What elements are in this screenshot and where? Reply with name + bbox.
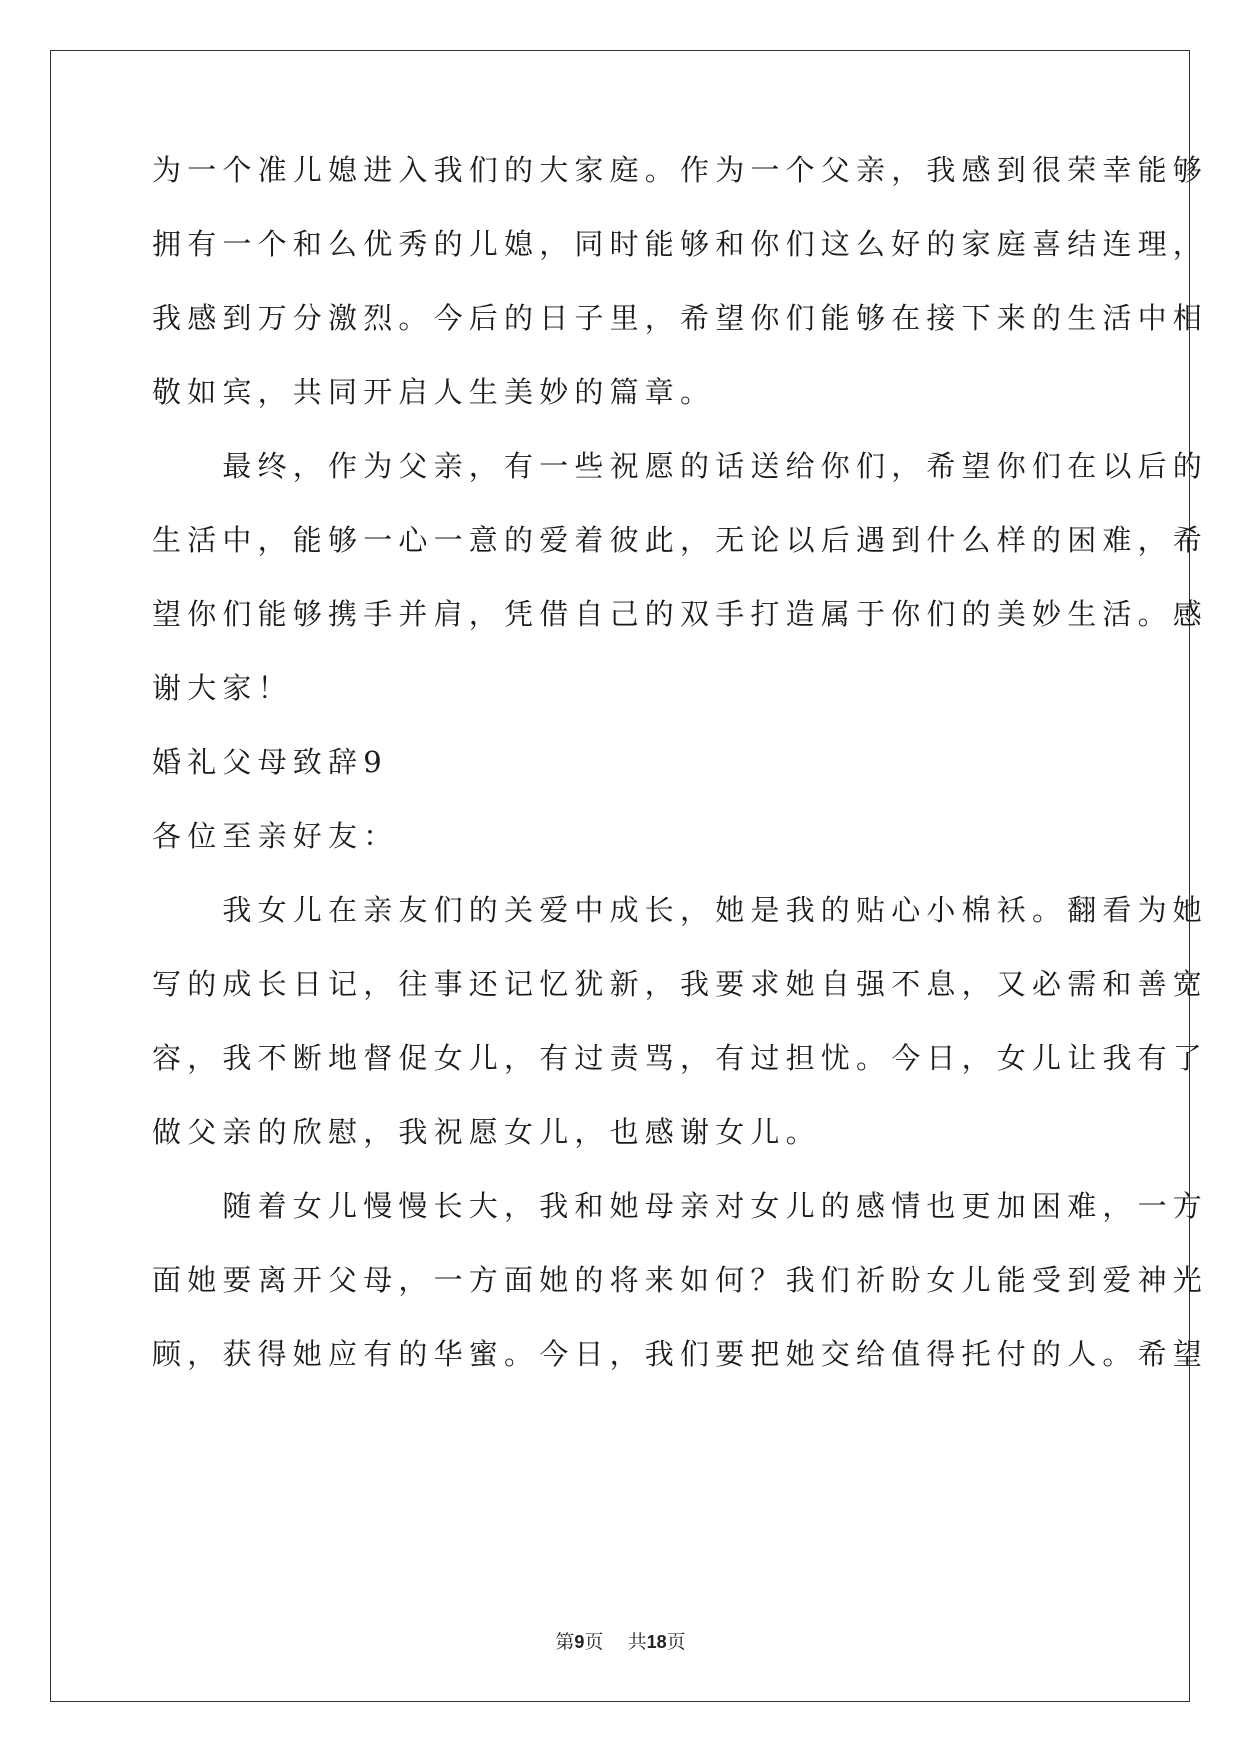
text-line: 望你们能够携手并肩，凭借自己的双手打造属于你们的美妙生活。感 [152,597,1209,631]
text-line: 拥有一个和么优秀的儿媳，同时能够和你们这么好的家庭喜结连理， [152,227,1209,261]
text-line: 面她要离开父母，一方面她的将来如何？我们祈盼女儿能受到爱神光 [152,1263,1209,1297]
text-line: 做父亲的欣慰，我祝愿女儿，也感谢女儿。 [152,1115,821,1149]
text-line: 我感到万分激烈。今后的日子里，希望你们能够在接下来的生活中相 [152,301,1209,335]
salutation: 各位至亲好友： [152,819,399,853]
total-pages: 18 [646,1632,667,1652]
footer-page-suffix: 页 [584,1631,604,1653]
page-number: 9 [574,1632,585,1652]
text-line: 谢大家！ [152,671,293,705]
text-line: 随着女儿慢慢长大，我和她母亲对女儿的感情也更加困难，一方 [152,1189,1209,1223]
text-line: 写的成长日记，往事还记忆犹新，我要求她自强不息，又必需和善宽 [152,967,1209,1001]
footer-total-suffix: 页 [666,1631,686,1653]
footer-total-prefix: 共 [627,1631,647,1653]
text-line: 生活中，能够一心一意的爱着彼此，无论以后遇到什么样的困难，希 [152,523,1209,557]
text-line: 为一个准儿媳进入我们的大家庭。作为一个父亲，我感到很荣幸能够 [152,153,1209,187]
text-line: 最终，作为父亲，有一些祝愿的话送给你们，希望你们在以后的 [152,449,1209,483]
page-footer [0,1630,1241,1654]
text-line: 我女儿在亲友们的关爱中成长，她是我的贴心小棉袄。翻看为她 [152,893,1209,927]
text-line: 敬如宾，共同开启人生美妙的篇章。 [152,375,716,409]
text-line: 顾，获得她应有的华蜜。今日，我们要把她交给值得托付的人。希望 [152,1337,1209,1371]
section-heading: 婚礼父母致辞9 [152,745,388,779]
text-line: 容，我不断地督促女儿，有过责骂，有过担忧。今日，女儿让我有了 [152,1041,1209,1075]
footer-prefix: 第 [555,1631,575,1653]
